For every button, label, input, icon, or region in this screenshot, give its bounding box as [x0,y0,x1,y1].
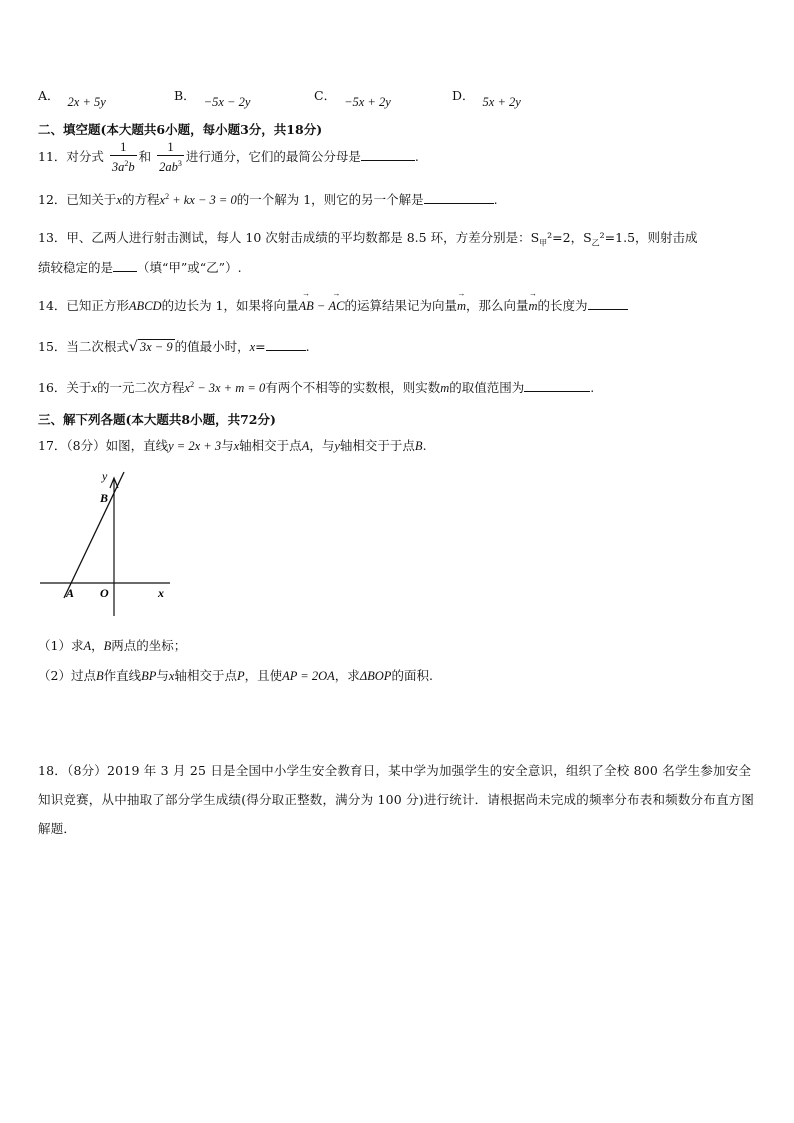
coordinate-figure [36,466,176,622]
q17-part2-text-1: （2）过点 [38,668,96,683]
q16-text-4: 的取值范围为 [449,380,525,395]
choice-c-label: C． [314,88,337,103]
q14-text-5: 的长度为 [537,298,588,313]
q14-text-3: 的运算结果记为向量 [344,298,457,313]
answer-blank-11[interactable] [361,148,415,161]
question-17-part-1 [38,636,186,654]
q14-text-2: 的边长为 1，如果将向量 [161,298,299,313]
q16-text-3: 有两个不相等的实数根，则实数 [265,380,441,395]
q16-text-2: 的一元二次方程 [96,380,185,395]
question-16 [38,378,594,396]
choice-b-expression: −5x − 2y [203,95,251,109]
question-13 [38,228,698,249]
fraction-2-numerator: 1 [157,140,184,156]
q11-period: . [414,149,419,165]
question-15 [38,337,310,355]
q17-part2-text-6: ，求 [334,668,360,683]
q13-text-3: ²=1.5，则射击成 [599,230,698,245]
q16-period: . [590,380,595,395]
choice-a-label: A． [38,88,60,103]
label-y: y [102,469,108,483]
label-b: B [100,491,109,505]
q17-variable-y: y [334,439,340,453]
q15-text-2: 的值最小时， [174,339,250,354]
q12-period: . [493,192,498,207]
answer-blank-14[interactable] [588,297,628,310]
q13-text-4: 绩较稳定的是 [38,260,114,275]
q17-text-4: ，与 [309,438,335,453]
question-11 [38,140,419,175]
eq-exponent: 2 [190,379,195,389]
eq-rest: − 3x + m = 0 [194,381,266,395]
q14-minus: − [313,299,329,313]
question-14 [38,296,628,314]
eq-exponent: 2 [165,191,170,201]
q15-radicand: 3x − 9 [139,340,173,354]
q14-square-name: ABCD [128,299,162,313]
q13-subscript-jia: 甲 [539,238,548,248]
question-number: 14． [38,298,67,313]
q17-score: （8分） [66,438,106,453]
q17-part2-text-5: ，且使 [244,668,283,683]
vector-m-2: → m [529,299,538,314]
choice-d-expression: 5x + 2y [482,95,521,109]
q17-variable-x: x [233,439,240,453]
q17-text-3: 轴相交于点 [239,438,302,453]
q12-text-2: 的方程 [121,192,160,207]
question-number: 11． [38,149,67,165]
q12-equation [160,193,237,207]
q17-point-a: A [301,439,310,453]
q17-part1-point-b: B [103,639,112,653]
q17-part2-triangle: ΔBOP [359,669,392,683]
q12-text-3: 的一个解为 1，则它的另一个解是 [236,192,424,207]
q11-text-2: 和 [138,149,152,165]
q17-part2-text-7: 的面积. [391,668,433,683]
q15-period: . [305,339,310,354]
choice-a [38,86,106,109]
q17-text-5: 轴相交于于点 [339,438,415,453]
choice-a-expression: 2x + 5y [67,95,106,109]
label-o: O [100,586,109,600]
q17-part1-comma: ， [91,638,104,653]
q15-variable: x [249,340,256,354]
q12-variable: x [116,193,122,207]
radical-sign-icon: √ [128,339,138,355]
label-x: x [158,586,164,600]
vector-m: → m [457,299,466,314]
choice-c [314,86,391,109]
question-number: 16． [38,380,67,395]
question-number: 17． [38,438,67,453]
q17-part2-equation: AP = 2OA [282,669,335,683]
q11-text-1: 对分式 [66,149,104,165]
q15-equals: = [255,339,266,354]
label-a: A [66,586,75,600]
question-12 [38,190,498,208]
eq-base: x [159,193,166,207]
answer-blank-12[interactable] [424,191,494,204]
q17-part2-text-4: 轴相交于点 [174,668,237,683]
q17-line-equation: y = 2x + 3 [168,439,222,453]
choice-d-label: D． [452,88,475,103]
line-y-2x-plus-3 [64,472,124,598]
q17-part2-point-b: B [95,669,104,683]
fraction-1-exponent: 2 [124,159,129,168]
fraction-1-denominator-a: 3a [111,160,125,175]
q17-period: . [422,438,427,453]
answer-blank-16[interactable] [524,379,590,392]
choice-b-label: B． [174,88,196,103]
choice-c-expression: −5x + 2y [344,95,391,109]
q17-part2-text-2: 作直线 [103,668,142,683]
choice-b [174,86,251,109]
q17-part2-text-3: 与 [156,668,169,683]
q17-text-1: 如图，直线 [105,438,169,453]
fraction-1-numerator: 1 [110,140,137,156]
q17-part1-text-1: （1）求 [38,638,84,653]
q17-part2-point-p: P [236,669,245,683]
q16-variable-m: m [440,381,450,395]
choice-d [452,86,521,109]
eq-rest: + kx − 3 = 0 [169,193,237,207]
q17-part2-variable-x: x [168,669,175,683]
section-2-heading: 二、填空题(本大题共6小题，每小题3分，共18分) [38,122,323,137]
q13-text-5: （填“甲”或“乙”）. [137,260,242,275]
eq-base: x [184,381,191,395]
question-13-line-2 [38,258,242,276]
answer-blank-15[interactable] [266,338,306,351]
question-18: 18．（8分）2019 年 3 月 25 日是全国中小学生安全教育日，某中学为加强学生的安全意识，组织了全校 800 名学生参加安全知识竞赛，从中抽取了部分学生成绩(得分取正整数，满分为 100 分)进行统计．请根据尚未完成的频率分布表和频数分布直方图解题． [38,763,755,836]
question-17 [38,436,427,454]
q14-text-4: ，那么向量 [466,298,529,313]
fraction-1-denominator-b: b [128,160,135,175]
fraction-1 [110,140,137,175]
fraction-2 [157,140,184,175]
q16-variable: x [91,381,97,395]
vector-ac: → AC [328,299,344,314]
q17-part2-line-bp: BP [141,669,157,683]
vector-ab: → AB [299,299,314,314]
question-number: 15． [38,339,67,354]
q16-equation [185,381,266,395]
answer-blank-13[interactable] [113,259,137,272]
fraction-2-denominator: 2ab [159,160,178,175]
q17-part1-text-2: 两点的坐标； [111,638,187,653]
q15-text-1: 当二次根式 [66,339,129,354]
question-17-part-2 [38,666,433,684]
q12-text-1: 已知关于 [66,192,117,207]
fraction-2-exponent: 3 [177,159,182,168]
q13-text-2: ²=2，S [547,230,592,245]
section-3-heading: 三、解下列各题(本大题共8小题，共72分) [38,412,276,427]
q11-text-3: 进行通分，它们的最简公分母是 [185,149,361,165]
q17-part1-point-a: A [83,639,92,653]
q17-point-b: B [414,439,423,453]
q16-text-1: 关于 [66,380,92,395]
q13-subscript-yi: 乙 [591,238,600,248]
q13-text-1: 13．甲、乙两人进行射击测试，每人 10 次射击成绩的平均数都是 8.5 环，方差分别是：S [38,230,540,245]
q17-text-2: 与 [221,438,234,453]
q14-text-1: 已知正方形 [66,298,129,313]
question-number: 12． [38,192,67,207]
